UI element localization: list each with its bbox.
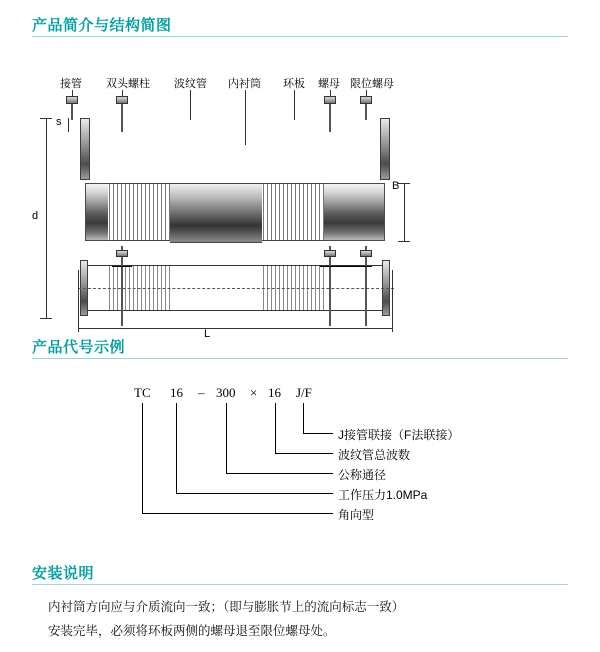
dimension-cap-d-top [40,118,52,119]
code-leader-jf [303,403,304,433]
leader-line-4 [245,90,246,145]
code-token-16-pressure: 16 [170,385,183,400]
callout-label-liner: 内衬筒 [228,78,261,90]
rod-guide-right [320,266,372,267]
callout-label-nut: 螺母 [318,78,340,90]
inner-liner-band-upper [170,183,262,243]
tie-rod-stem-3 [329,104,331,120]
center-line-lower [78,288,394,289]
dimension-label-s: s [56,116,62,128]
dimension-cap-b-bottom [398,241,410,242]
rod-guide-left [112,266,132,267]
dimension-tick-s [68,118,69,132]
stud-head-left [116,96,128,104]
code-connector-type [142,513,333,514]
section-underline-install [32,584,568,585]
section-title-install: 安装说明 [32,565,95,582]
tie-rod-stem-4 [365,104,367,120]
tie-rod-lower-left [121,246,123,326]
dimension-label-d: d [32,210,39,222]
install-note-line-1: 内衬筒方向应与介质流向一致；（即与膨胀节上的流向标志一致） [48,600,405,614]
tie-rod-lower-far-right [365,246,367,326]
code-token-jf: J/F [296,385,312,400]
section-title-code: 产品代号示例 [32,339,126,356]
code-leader-waves [275,403,276,453]
dimension-cap-d-bottom [40,318,52,319]
code-desc-wave-count: 波纹管总波数 [338,448,411,462]
nut-lower-right [324,250,336,257]
code-token-tc: TC [134,385,151,400]
dimension-line-l [78,328,393,329]
nut-lower-left [116,250,128,257]
code-leader-pressure [176,403,177,493]
callout-label-limit-nut: 限位螺母 [350,78,394,90]
code-token-dash: – [198,385,205,400]
code-connector-pressure [176,493,333,494]
leader-line-5 [294,90,295,120]
limit-nut-lower-right [360,250,372,257]
code-desc-working-pressure: 工作压力1.0MPa [338,488,428,502]
dimension-ext-l-right [392,270,393,332]
install-notes [48,598,568,646]
code-connector-diameter [226,473,333,474]
install-note-line-2: 安装完毕，必须将环板两侧的螺母退至限位螺母处。 [48,624,336,638]
callout-label-ring-plate: 环板 [283,78,305,90]
dimension-line-b [404,183,405,241]
callout-label-inlet-pipe: 接管 [60,78,82,90]
dimension-label-b: B [392,180,400,192]
callout-label-bellows: 波纹管 [174,78,207,90]
section-underline-intro [32,36,568,37]
callout-label-stud-bolt: 双头螺柱 [106,78,150,90]
nut-head-right [324,96,336,104]
dimension-cap-b-top [398,183,410,184]
structure-diagram [0,60,600,340]
code-connector-jf [303,433,333,434]
bolt-head-left [66,96,78,104]
bellows-right-upper [262,183,324,241]
tie-rod-stem-2 [121,104,123,120]
code-token-times: × [250,385,258,400]
code-token-300: 300 [216,385,236,400]
code-desc-connection: J接管联接（F法联接） [338,428,460,442]
bellows-left-upper [108,183,170,241]
leader-line-3 [190,90,191,120]
ring-plate-rod-right [329,120,331,132]
code-leader-type [142,403,143,513]
code-token-16-waves: 16 [268,385,281,400]
flange-right-upper [380,118,390,180]
code-desc-type: 角向型 [338,508,375,522]
code-desc-nominal-diameter: 公称通径 [338,468,387,482]
dimension-label-l: L [204,328,211,340]
ring-plate-rod-left [121,120,123,132]
dimension-ext-l-left [78,270,79,332]
code-connector-waves [275,453,333,454]
limit-nut-head-right [360,96,372,104]
code-leader-diameter [226,403,227,473]
section-title-intro: 产品简介与结构简图 [32,17,172,34]
dimension-line-d [46,118,47,318]
section-underline-code [32,358,568,359]
product-code-example [0,375,600,535]
tie-rod-lower-right [329,246,331,326]
flange-left-upper [80,118,90,180]
tie-rod-stem-1 [71,104,73,120]
